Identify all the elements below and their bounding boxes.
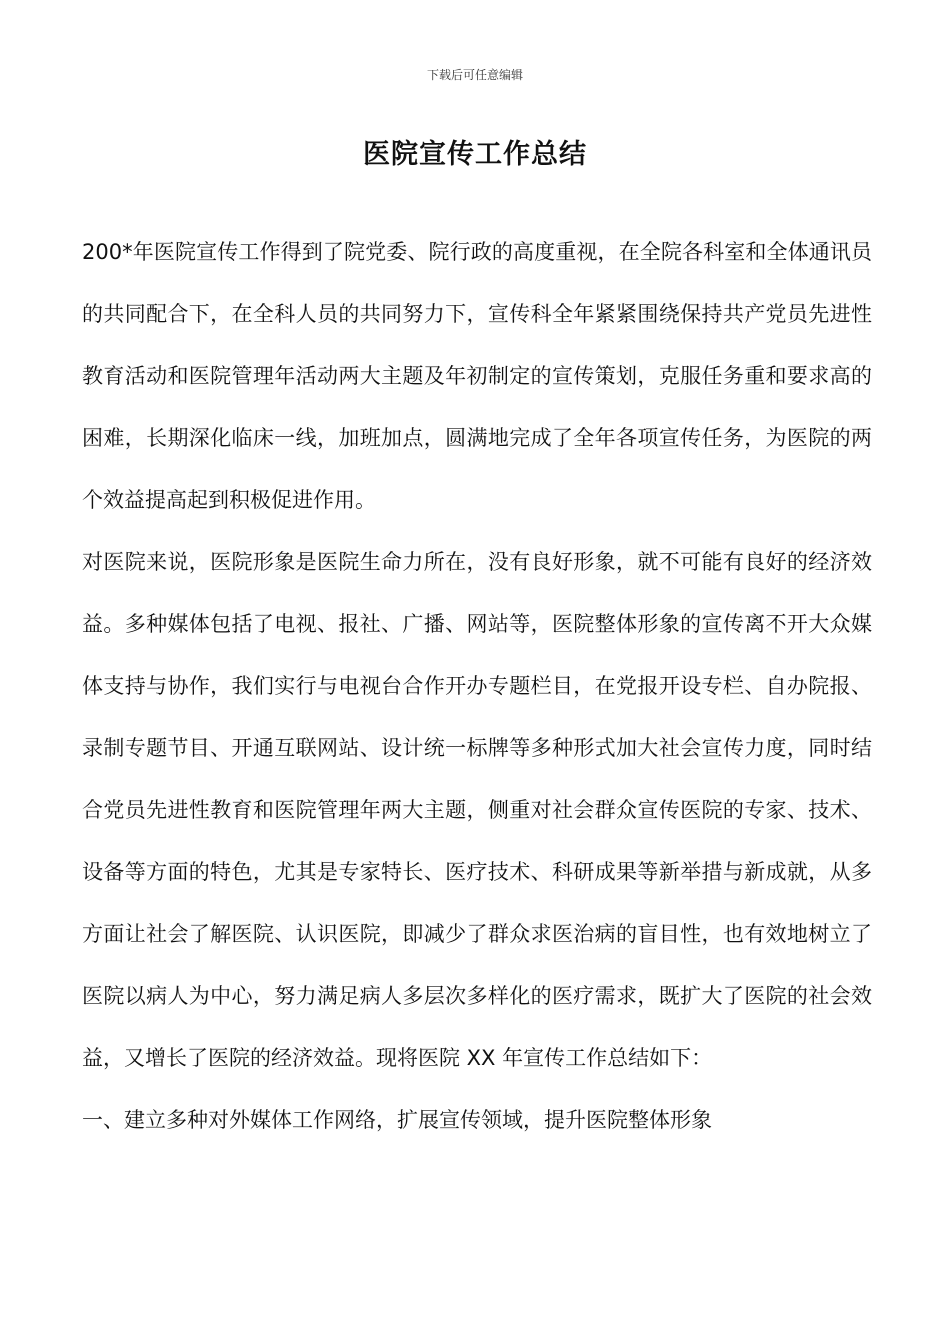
document-body bbox=[82, 221, 872, 1151]
document-title: 医院宣传工作总结 bbox=[363, 139, 587, 170]
header-note: 下载后可任意编辑 bbox=[426, 68, 523, 82]
paragraph-intro: 200*年医院宣传工作得到了院党委、院行政的高度重视，在全院各科室和全体通讯员的共同配合下，在全科人员的共同努力下，宣传科全年紧紧围绕保持共产党员先进性教育活动和医院管理年活动两大主题及年初制定的宣传策划，克服任务重和要求高的困难，长期深化临床一线，加班加点，圆满地完成了全年各项宣传任务，为医院的两个效益提高起到积极促进作用。 bbox=[82, 240, 872, 512]
paragraph-hospital-image: 对医院来说，医院形象是医院生命力所在，没有良好形象，就不可能有良好的经济效益。多种媒体包括了电视、报社、广播、网站等，医院整体形象的宣传离不开大众媒体支持与协作，我们实行与电视台合作开办专题栏目，在党报开设专栏、自办院报、录制专题节目、开通互联网站、设计统一标牌等多种形式加大社会宣传力度，同时结合党员先进性教育和医院管理年两大主题，侧重对社会群众宣传医院的专家、技术、设备等方面的特色，尤其是专家特长、医疗技术、科研成果等新举措与新成就，从多方面让社会了解医院、认识医院，即减少了群众求医治病的盲目性，也有效地树立了医院以病人为中心，努力满足病人多层次多样化的医疗需求，既扩大了医院的社会效益，又增长了医院的经济效益。现将医院 XX 年宣传工作总结如下： bbox=[82, 550, 872, 1070]
section-heading: 一、建立多种对外媒体工作网络，扩展宣传领域，提升医院整体形象 bbox=[82, 1108, 712, 1132]
